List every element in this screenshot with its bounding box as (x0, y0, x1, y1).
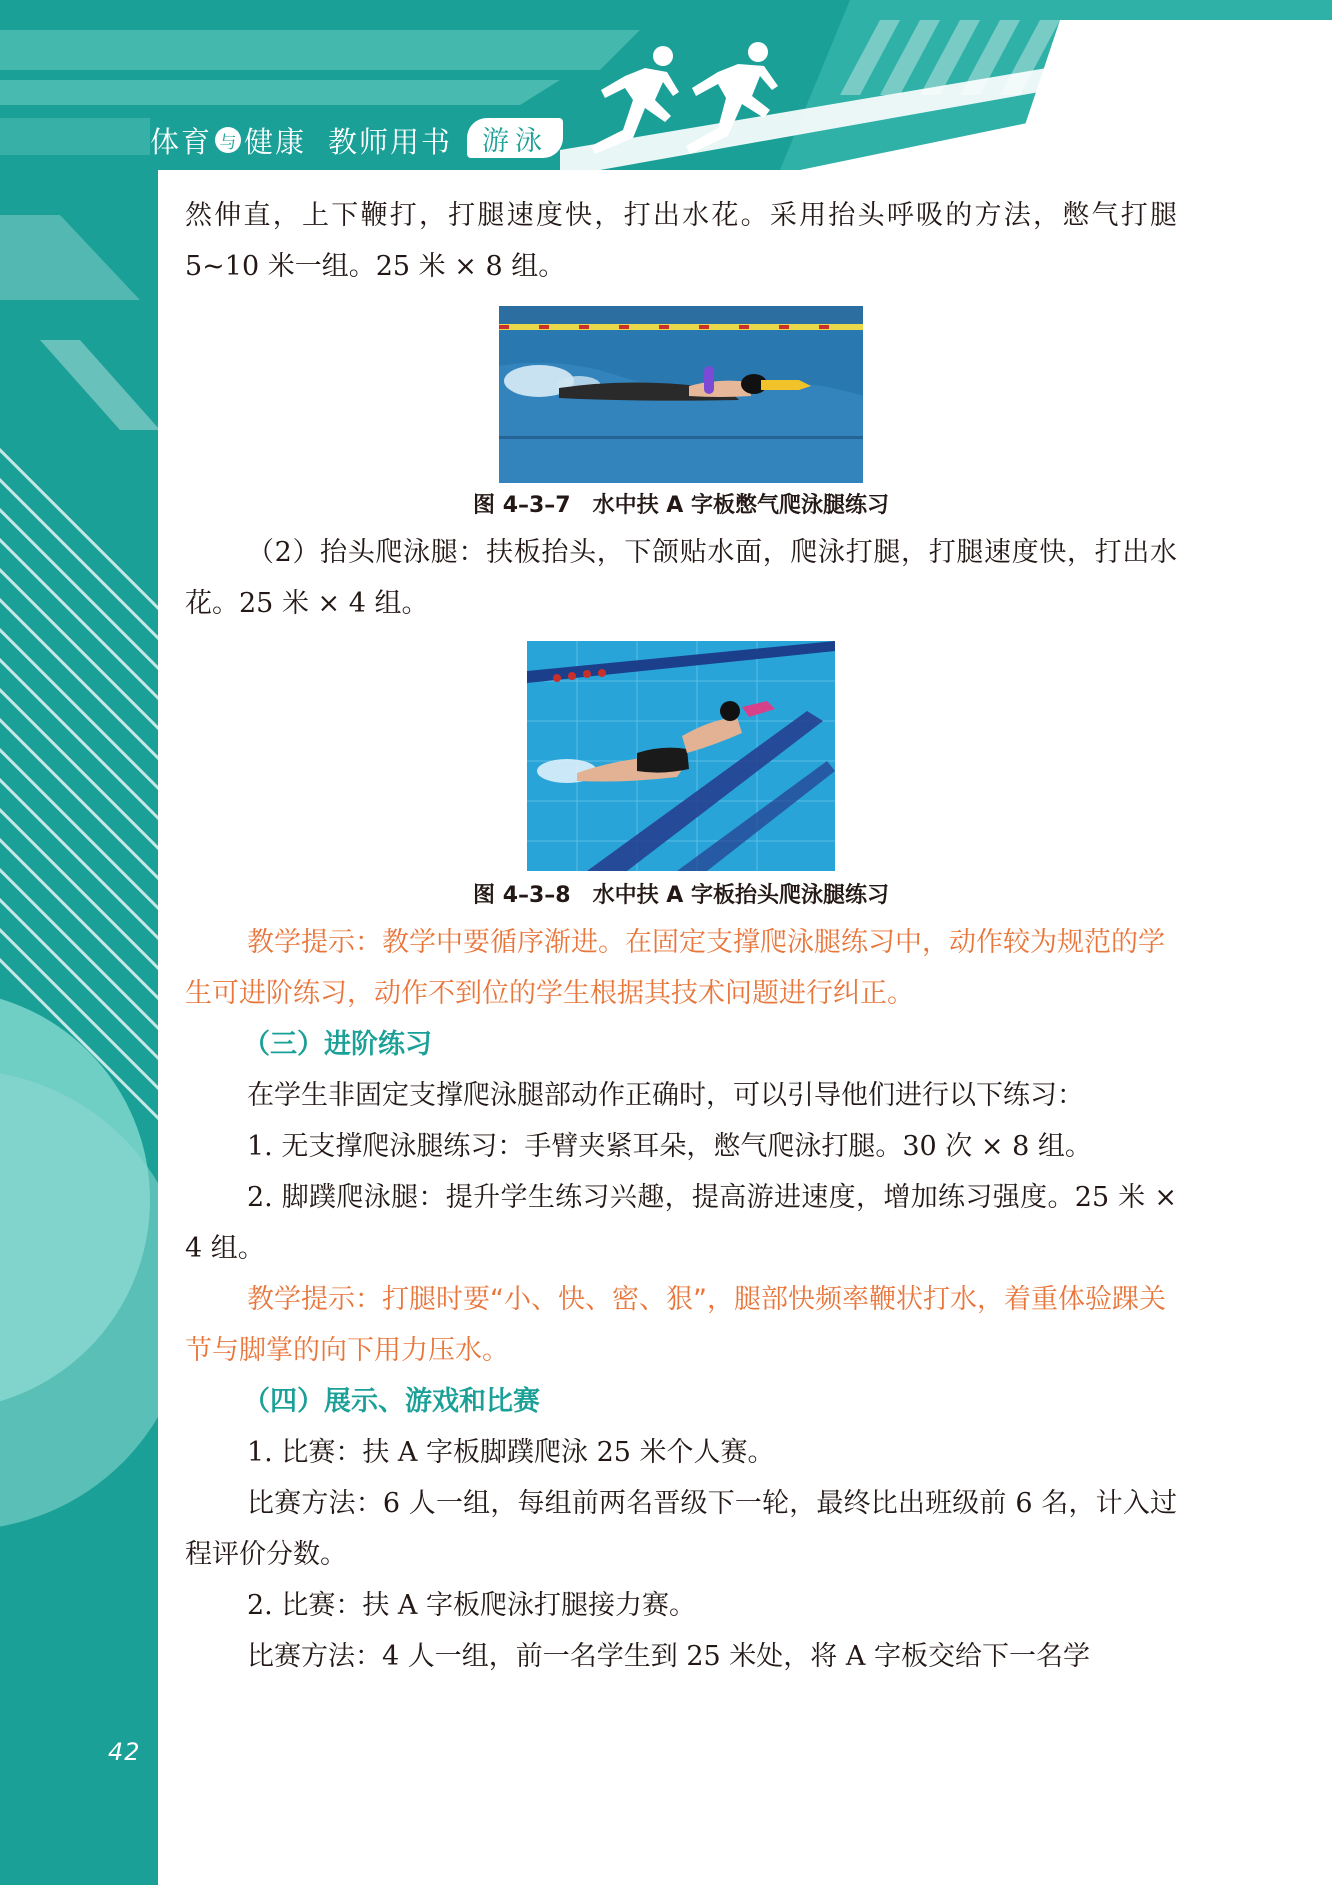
figure-caption-2: 图 4–3–8 水中扶 A 字板抬头爬泳腿练习 (473, 883, 889, 908)
title-part-sports: 体育 (150, 124, 213, 159)
section-heading: （三）进阶练习 (243, 1029, 432, 1060)
page-number: 42 (108, 1738, 141, 1766)
paragraph: 2. 比赛：扶 A 字板爬泳打腿接力赛。 (247, 1590, 697, 1621)
paragraph: 比赛方法：4 人一组，前一名学生到 25 米处，将 A 字板交给下一名学 (247, 1641, 1090, 1672)
teaching-tip: 教学提示：打腿时要“小、快、密、狠”，腿部快频率鞭状打水，着重体验踝关节与脚掌的向下用力压水。 (185, 1284, 1166, 1366)
title-part-health: 健康 (244, 124, 307, 159)
figure-caption-1: 图 4–3–7 水中扶 A 字板憋气爬泳腿练习 (473, 493, 889, 518)
paragraph: 然伸直，上下鞭打，打腿速度快，打出水花。采用抬头呼吸的方法，憋气打腿 5~10 米一组。25 米 × 8 组。 (185, 200, 1177, 282)
paragraph: 1. 比赛：扶 A 字板脚蹼爬泳 25 米个人赛。 (247, 1437, 775, 1468)
figure-photo-1 (499, 306, 863, 483)
paragraph: 2. 脚蹼爬泳腿：提升学生练习兴趣，提高游进速度，增加练习强度。25 米 × 4 组。 (185, 1182, 1177, 1264)
teaching-tip: 教学提示：教学中要循序渐进。在固定支撑爬泳腿练习中，动作较为规范的学生可进阶练习，动作不到位的学生根据其技术问题进行纠正。 (185, 927, 1165, 1009)
paragraph: 比赛方法：6 人一组，每组前两名晋级下一轮，最终比出班级前 6 名，计入过程评价分数。 (185, 1488, 1177, 1570)
section-heading: （四）展示、游戏和比赛 (243, 1386, 540, 1417)
book-title (150, 122, 452, 158)
title-yu-badge: 与 (215, 127, 241, 153)
paragraph: 1. 无支撑爬泳腿练习：手臂夹紧耳朵，憋气爬泳打腿。30 次 × 8 组。 (247, 1131, 1092, 1162)
title-part-teacher-book: 教师用书 (328, 124, 453, 159)
chapter-tag: 游泳 (467, 118, 563, 158)
main-content (185, 190, 1177, 1682)
paragraph: 在学生非固定支撑爬泳腿部动作正确时，可以引导他们进行以下练习： (247, 1080, 1084, 1111)
figure-photo-2 (527, 641, 835, 871)
paragraph: （2）抬头爬泳腿：扶板抬头，下颌贴水面，爬泳打腿，打腿速度快，打出水花。25 米 × 4 组。 (185, 537, 1177, 619)
runner-icon (662, 40, 792, 160)
